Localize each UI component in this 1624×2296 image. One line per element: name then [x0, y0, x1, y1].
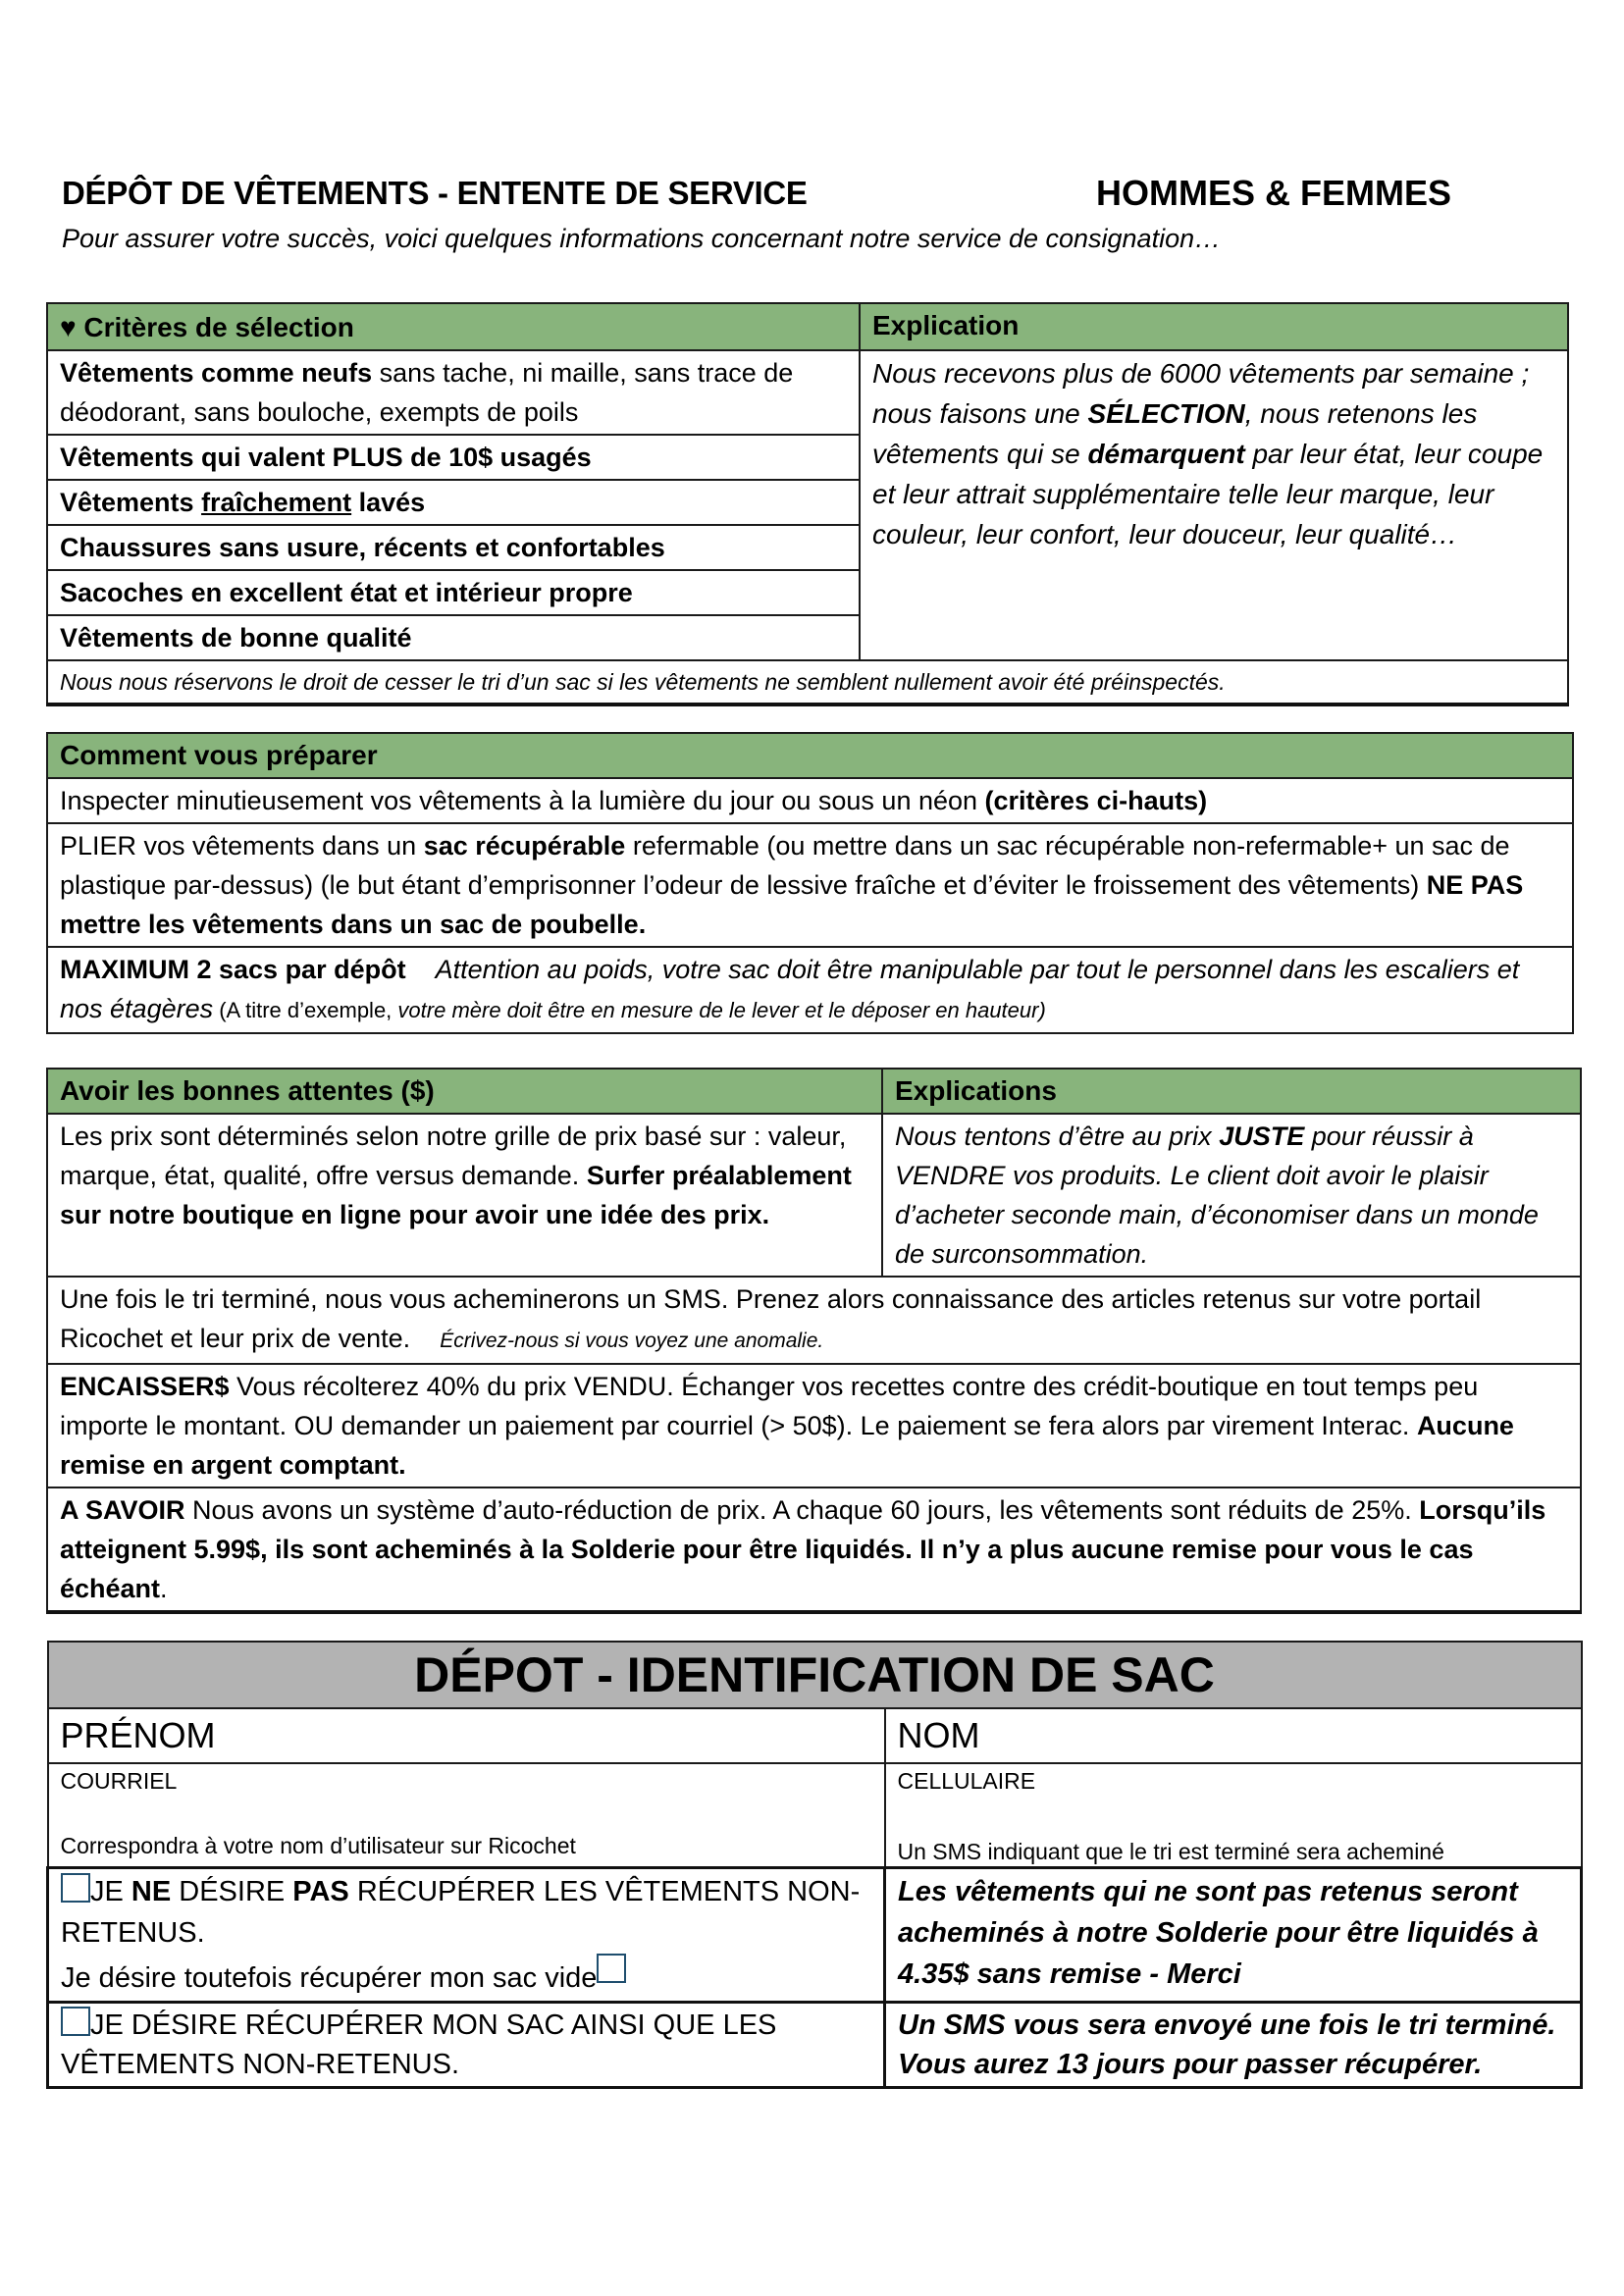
heart-icon: ♥: [60, 312, 77, 342]
option-no-return-note: Les vêtements qui ne sont pas retenus seront acheminés à notre Solderie pour être liquidés à 4.35$ sans remise - Merci: [885, 1868, 1582, 2003]
expectations-pricing: Les prix sont déterminés selon notre grille de prix basé sur : valeur, marque, état, qualité, offre versus demande. Surfer préalablement sur notre boutique en ligne pour avoir une idée des prix.: [47, 1114, 882, 1277]
email-field[interactable]: COURRIEL Correspondra à votre nom d’utilisateur sur Ricochet: [48, 1763, 885, 1868]
last-name-field[interactable]: NOM: [885, 1708, 1582, 1763]
expectations-know: A SAVOIR Nous avons un système d’auto-réduction de prix. A chaque 60 jours, les vêtements sont réduits de 25%. Lorsqu’ils atteignent 5.99$, ils sont acheminés à la Solderie pour être liquidés. Il n’y a plus aucune remise pour vous le cas échéant.: [47, 1487, 1581, 1612]
option-return-note: Un SMS vous sera envoyé une fois le tri terminé. Vous aurez 13 jours pour passer récupérer.: [885, 2003, 1582, 2088]
criteria-header-left: ♥ Critères de sélection: [47, 303, 860, 350]
criteria-item-value: Vêtements qui valent PLUS de 10$ usagés: [47, 435, 860, 480]
expectations-table: [46, 1068, 1582, 1614]
prepare-header: Comment vous préparer: [47, 733, 1573, 778]
criteria-item-like-new: Vêtements comme neufs sans tache, ni maille, sans trace de déodorant, sans bouloche, exempts de poils: [47, 350, 860, 435]
empty-bag-checkbox[interactable]: [597, 1954, 626, 1983]
criteria-item-shoes: Chaussures sans usure, récents et confortables: [47, 525, 860, 570]
bag-identification-form: [46, 1641, 1583, 2089]
criteria-item-washed: Vêtements fraîchement lavés: [47, 480, 860, 525]
no-return-checkbox[interactable]: [61, 1873, 90, 1903]
page-title: DÉPÔT DE VÊTEMENTS - ENTENTE DE SERVICE: [62, 175, 808, 211]
option-no-return: JE NE DÉSIRE PAS RÉCUPÉRER LES VÊTEMENTS NON-RETENUS. Je désire toutefois récupérer mon sac vide: [48, 1868, 885, 2003]
prepare-inspect: Inspecter minutieusement vos vêtements à la lumière du jour ou sous un néon (critères ci-hauts): [47, 778, 1573, 823]
prepare-table: [46, 732, 1574, 1034]
expectations-explanation: Nous tentons d’être au prix JUSTE pour réussir à VENDRE vos produits. Le client doit avoir le plaisir d’acheter seconde main, d’économiser dans un monde de surconsommation.: [882, 1114, 1581, 1277]
cell-field[interactable]: CELLULAIRE Un SMS indiquant que le tri est terminé sera acheminé: [885, 1763, 1582, 1868]
prepare-fold: PLIER vos vêtements dans un sac récupérable refermable (ou mettre dans un sac récupérable non-refermable+ un sac de plastique par-dessus) (le but étant d’emprisonner l’odeur de lessive fraîche et d’éviter le froissement des vêtements) NE PAS mettre les vêtements dans un sac de poubelle.: [47, 823, 1573, 947]
criteria-item-bags: Sacoches en excellent état et intérieur propre: [47, 570, 860, 615]
return-checkbox[interactable]: [61, 2007, 90, 2036]
cell-hint: Un SMS indiquant que le tri est terminé sera acheminé: [897, 1839, 1444, 1864]
criteria-note: Nous nous réservons le droit de cesser le tri d’un sac si les vêtements ne semblent nullement avoir été préinspectés.: [47, 660, 1568, 704]
audience-title: HOMMES & FEMMES: [1096, 173, 1452, 213]
form-title: DÉPOT - IDENTIFICATION DE SAC: [48, 1642, 1582, 1708]
expectations-cash: ENCAISSER$ Vous récolterez 40% du prix VENDU. Échanger vos recettes contre des crédit-boutique en tout temps peu importe le montant. OU demander un paiement par courriel (> 50$). Le paiement se fera alors par virement Interac. Aucune remise en argent comptant.: [47, 1364, 1581, 1487]
criteria-item-quality: Vêtements de bonne qualité: [47, 615, 860, 660]
expectations-sms: Une fois le tri terminé, nous vous acheminerons un SMS. Prenez alors connaissance des articles retenus sur votre portail Ricochet et leur prix de vente. Écrivez-nous si vous voyez une anomalie.: [47, 1277, 1581, 1364]
criteria-header-row: [47, 303, 1568, 350]
email-hint: Correspondra à votre nom d’utilisateur sur Ricochet: [60, 1833, 576, 1858]
expectations-header-left: Avoir les bonnes attentes ($): [47, 1069, 882, 1114]
expectations-header-right: Explications: [882, 1069, 1581, 1114]
first-name-field[interactable]: PRÉNOM: [48, 1708, 885, 1763]
criteria-row: [47, 350, 1568, 435]
criteria-header-right: Explication: [860, 303, 1568, 350]
criteria-explanation: Nous recevons plus de 6000 vêtements par semaine ; nous faisons une SÉLECTION, nous retenons les vêtements qui se démarquent par leur état, leur coupe et leur attrait supplémentaire telle leur marque, leur couleur, leur confort, leur douceur, leur qualité…: [860, 350, 1568, 660]
prepare-maximum: MAXIMUM 2 sacs par dépôt Attention au poids, votre sac doit être manipulable par tout le personnel dans les escaliers et nos étagères (A titre d’exemple, votre mère doit être en mesure de le lever et le déposer en hauteur): [47, 947, 1573, 1033]
option-return: JE DÉSIRE RÉCUPÉRER MON SAC AINSI QUE LES VÊTEMENTS NON-RETENUS.: [48, 2003, 885, 2088]
criteria-table: [46, 302, 1569, 706]
page-subtitle: Pour assurer votre succès, voici quelques informations concernant notre service de consignation…: [62, 224, 1222, 253]
